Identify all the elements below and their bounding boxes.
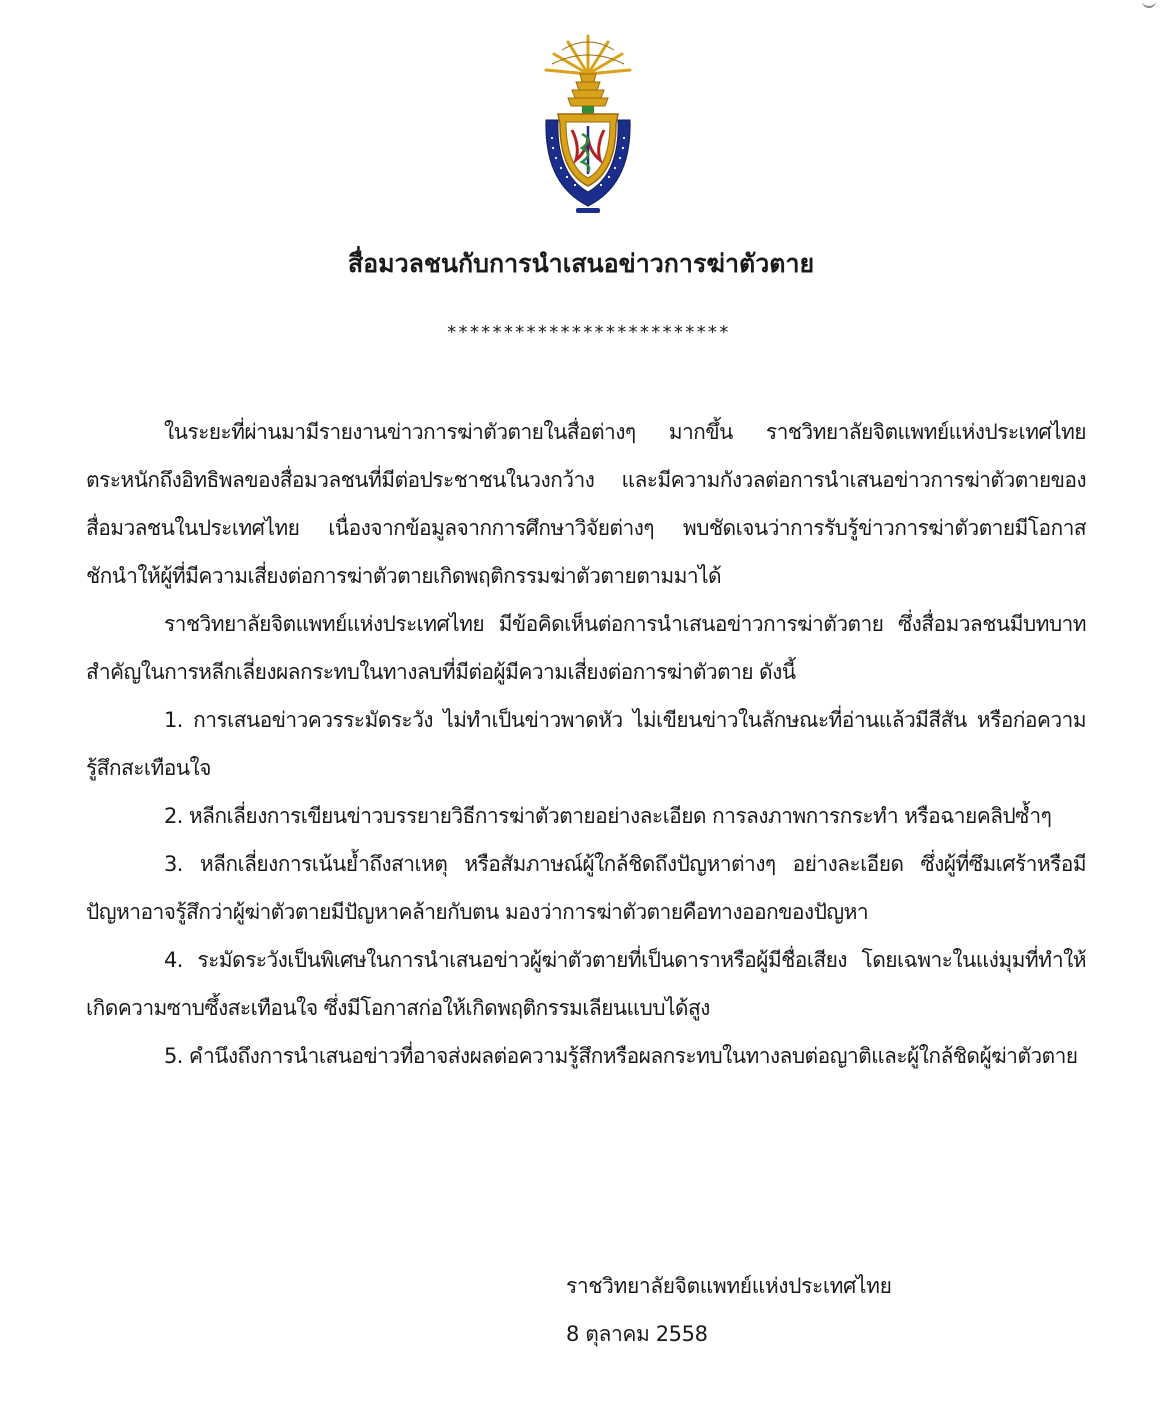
intro-paragraph: ในระยะที่ผ่านมามีรายงานข่าวการฆ่าตัวตายในสื่อต่างๆ มากขึ้น ราชวิทยาลัยจิตแพทย์แห่งประเทศไทยตระหนักถึงอิทธิพลของสื่อมวลชนที่มีต่อประชาชนในวงกว้าง และมีความกังวลต่อการนำเสนอข่าวการฆ่าตัวตายของสื่อมวลชนในประเทศไทย เนื่องจากข้อมูลจากการศึกษาวิจัยต่างๆ พบชัดเจนว่าการรับรู้ข่าวการฆ่าตัวตายมีโอกาสชักนำให้ผู้ที่มีความเสี่ยงต่อการฆ่าตัวตายเกิดพฤติกรรมฆ่าตัวตายตามมาได้ bbox=[86, 420, 1086, 588]
document-title: สื่อมวลชนกับการนำเสนอข่าวการฆ่าตัวตาย bbox=[347, 249, 815, 278]
guideline-item-1: 1. การเสนอข่าวควรระมัดระวัง ไม่ทำเป็นข่าวพาดหัว ไม่เขียนข่าวในลักษณะที่อ่านแล้วมีสีสัน หรือก่อความรู้สึกสะเทือนใจ bbox=[86, 708, 1086, 780]
signature-block bbox=[566, 1262, 891, 1358]
guideline-item-4: 4. ระมัดระวังเป็นพิเศษในการนำเสนอข่าวผู้ฆ่าตัวตายที่เป็นดาราหรือผู้มีชื่อเสียง โดยเฉพาะในแง่มุมที่ทำให้เกิดความซาบซึ้งสะเทือนใจ ซึ่งมีโอกาสก่อให้เกิดพฤติกรรมเลียนแบบได้สูง bbox=[86, 948, 1086, 1020]
guideline-item-5: 5. คำนึงถึงการนำเสนอข่าวที่อาจส่งผลต่อความรู้สึกหรือผลกระทบในทางลบต่อญาติและผู้ใกล้ชิดผู้ฆ่าตัวตาย bbox=[164, 1044, 1078, 1068]
signature-organization: ราชวิทยาลัยจิตแพทย์แห่งประเทศไทย bbox=[566, 1274, 892, 1298]
title-separator: ************************* bbox=[446, 322, 730, 343]
guideline-item-3: 3. หลีกเลี่ยงการเน้นย้ำถึงสาเหตุ หรือสัมภาษณ์ผู้ใกล้ชิดถึงปัญหาต่างๆ อย่างละเอียด ซึ่งผู้ที่ซึมเศร้าหรือมีปัญหาอาจรู้สึกว่าผู้ฆ่าตัวตายมีปัญหาคล้ายกับตน มองว่าการฆ่าตัวตายคือทางออกของปัญหา bbox=[86, 852, 1086, 924]
document-body bbox=[86, 408, 1086, 1080]
corner-mark bbox=[1142, 0, 1156, 8]
guideline-item-2: 2. หลีกเลี่ยงการเขียนข่าวบรรยายวิธีการฆ่าตัวตายอย่างละเอียด การลงภาพการกระทำ หรือฉายคลิปซ้ำๆ bbox=[164, 804, 1052, 828]
royal-college-emblem-icon bbox=[536, 34, 640, 216]
position-paragraph: ราชวิทยาลัยจิตแพทย์แห่งประเทศไทย มีข้อคิดเห็นต่อการนำเสนอข่าวการฆ่าตัวตาย ซึ่งสื่อมวลชนมีบทบาทสำคัญในการหลีกเลี่ยงผลกระทบในทางลบที่มีต่อผู้มีความเสี่ยงต่อการฆ่าตัวตาย ดังนี้ bbox=[86, 612, 1086, 684]
signature-date: 8 ตุลาคม 2558 bbox=[566, 1322, 708, 1346]
